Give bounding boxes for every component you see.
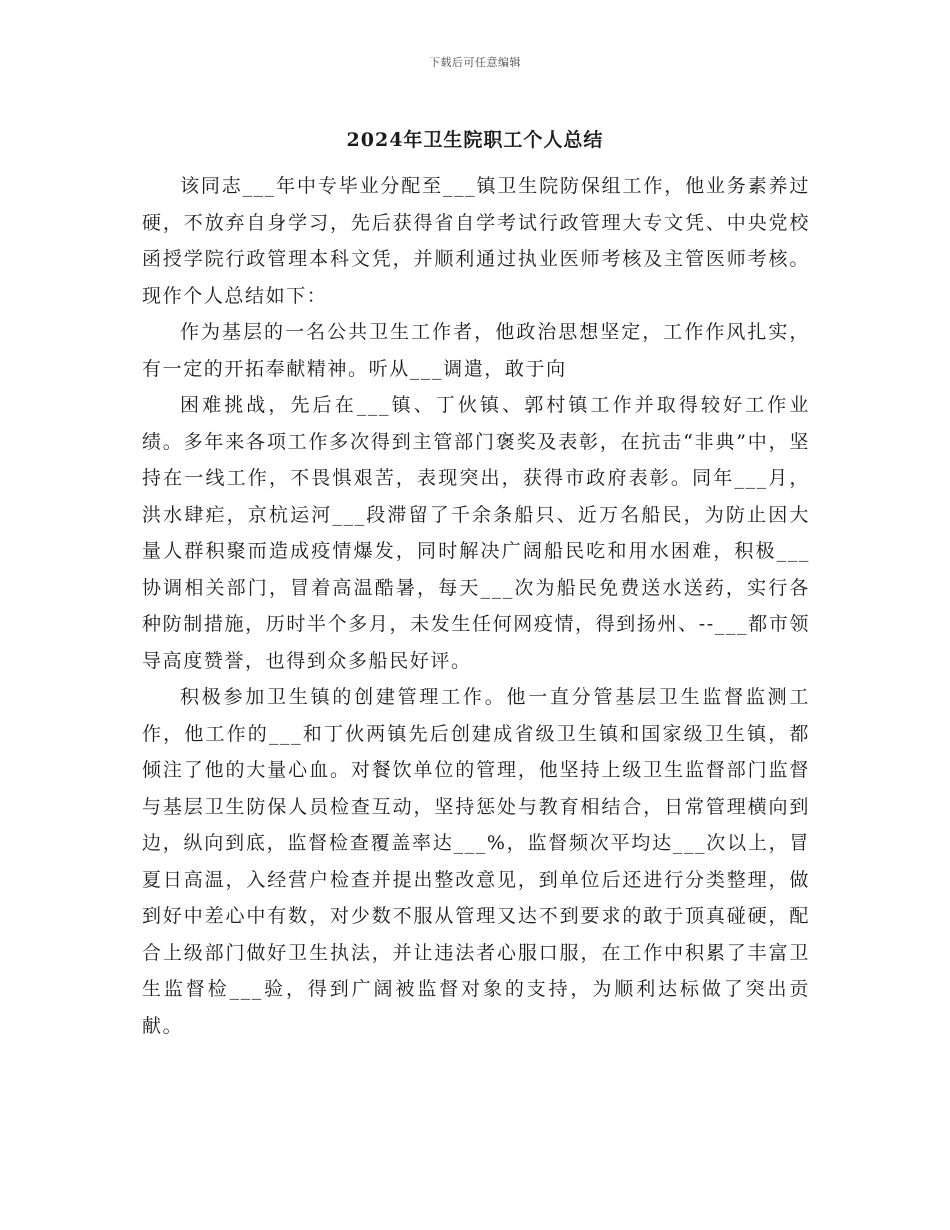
header-note: 下载后可任意编辑 [429, 56, 521, 69]
paragraph-4: 积极参加卫生镇的创建管理工作。他一直分管基层卫生监督监测工作，他工作的___和丁伙两镇先后创建成省级卫生镇和国家级卫生镇，都倾注了他的大量心血。对餐饮单位的管理，他坚持上级卫生监督部门监督与基层卫生防保人员检查互动，坚持惩处与教育相结合，日常管理横向到边，纵向到底，监督检查覆盖率达___%，监督频次平均达___次以上，冒夏日高温，入经营户检查并提出整改意见，到单位后还进行分类整理，做到好中差心中有数，对少数不服从管理又达不到要求的敢于顶真碰硬，配合上级部门做好卫生执法，并让违法者心服口服，在工作中积累了丰富卫生监督检___验，得到广阔被监督对象的支持，为顺利达标做了突出贡献。 [142, 686, 810, 1037]
paragraph-3: 困难挑战，先后在___镇、丁伙镇、郭村镇工作并取得较好工作业绩。多年来各项工作多次得到主管部门褒奖及表彰，在抗击“非典”中，坚持在一线工作，不畏惧艰苦，表现突出，获得市政府表彰。同年___月，洪水肆疟，京杭运河___段滞留了千余条船只、近万名船民，为防止因大量人群积聚而造成疫情爆发，同时解决广阔船民吃和用水困难，积极___协调相关部门，冒着高温酷暑，每天___次为船民免费送水送药，实行各种防制措施，历时半个多月，未发生任何网疫情，得到扬州、--___都市领导高度赞誉，也得到众多船民好评。 [142, 394, 810, 672]
paragraph-1: 该同志___年中专毕业分配至___镇卫生院防保组工作，他业务素养过硬，不放弃自身学习，先后获得省自学考试行政管理大专文凭、中央党校函授学院行政管理本科文凭，并顺利通过执业医师考核及主管医师考核。现作个人总结如下： [142, 175, 810, 307]
document-body [142, 168, 810, 1044]
document-title: 2024年卫生院职工个人总结 [346, 129, 604, 151]
paragraph-2: 作为基层的一名公共卫生工作者，他政治思想坚定，工作作风扎实，有一定的开拓奉献精神。听从___调遣，敢于向 [142, 321, 810, 380]
